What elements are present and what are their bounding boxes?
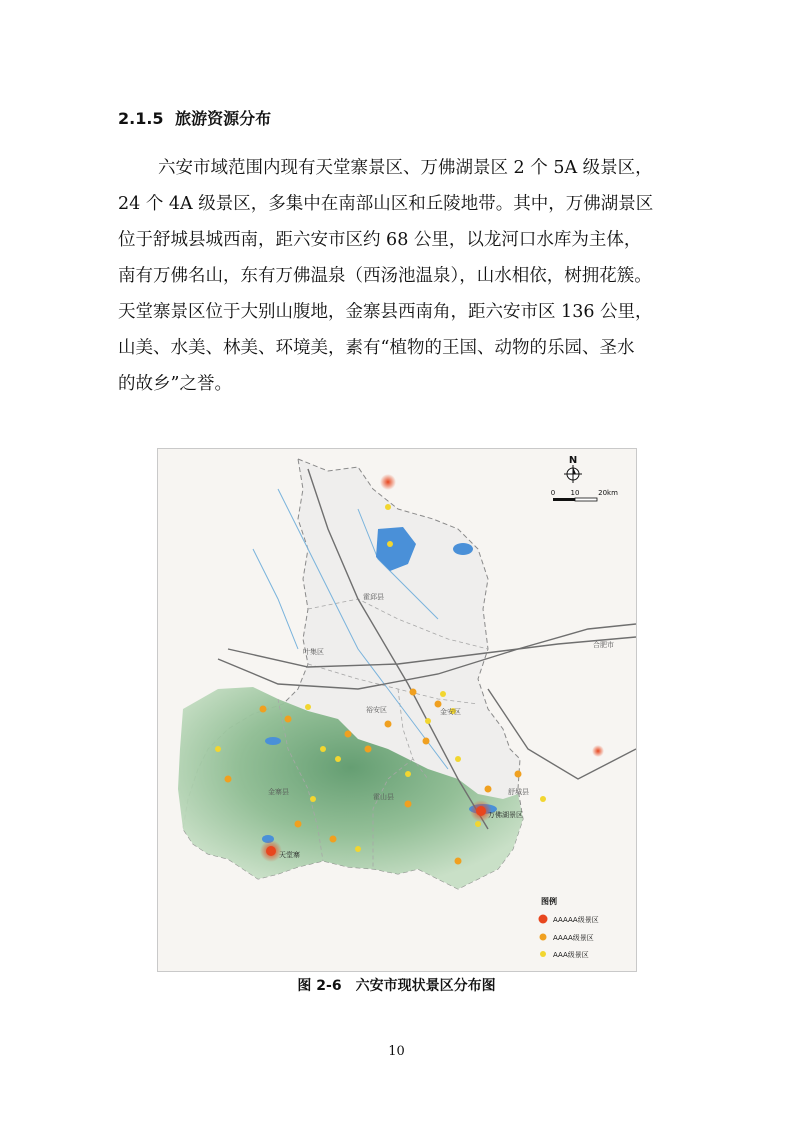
figure-caption: 图 2-6 六安市现状景区分布图 <box>297 978 496 994</box>
section-title: 旅游资源分布 <box>175 109 272 128</box>
paragraph-line-5: 天堂寨景区位于大别山腹地，金寨县西南角，距六安市区 136 公里， <box>118 302 653 322</box>
tiantangzhai-label: 天堂寨 <box>279 851 300 859</box>
page-number: 10 <box>388 1044 405 1059</box>
paragraph-line-1: 六安市域范围内现有天堂寨景区、万佛湖景区 2 个 5A 级景区， <box>158 158 653 178</box>
jinan-label: 金安区 <box>440 708 461 716</box>
scale-label-20: 20km <box>598 489 618 497</box>
paragraph-line-2: 24 个 4A 级景区，多集中在南部山区和丘陵地带。其中，万佛湖景区 <box>118 194 654 214</box>
legend-aaa-label: AAA级景区 <box>553 951 589 959</box>
legend-aaaa-marker <box>540 934 547 941</box>
yeji-label: 叶集区 <box>303 648 324 656</box>
paragraph-line-6: 山美、水美、林美、环境美，素有“植物的王国、动物的乐园、圣水 <box>118 338 635 358</box>
scale-bar <box>551 489 618 501</box>
scale-label-10: 10 <box>570 489 580 497</box>
legend-aaaa-label: AAAA级景区 <box>553 934 594 942</box>
legend-aaaaa-label: AAAAA级景区 <box>553 916 599 924</box>
jinzhai-label: 金寨县 <box>268 788 289 796</box>
huoshan-label: 霍山县 <box>373 793 394 801</box>
map-svg <box>158 449 636 971</box>
north-label: N <box>568 455 578 466</box>
wanfohu-label: 万佛湖景区 <box>488 811 523 819</box>
yuan-label: 裕安区 <box>366 706 387 714</box>
map-legend <box>539 896 599 959</box>
paragraph-line-7: 的故乡”之誉。 <box>118 374 232 394</box>
paragraph-line-4: 南有万佛名山，东有万佛温泉（西汤池温泉），山水相依，树拥花簇。 <box>118 266 652 286</box>
scenic-area-map <box>157 448 637 972</box>
legend-aaaaa-marker <box>539 915 548 924</box>
huoqiu-label: 霍邱县 <box>363 593 384 601</box>
legend-aaa-marker <box>540 951 546 957</box>
paragraph-line-3: 位于舒城县城西南，距六安市区约 68 公里，以龙河口水库为主体， <box>118 230 642 250</box>
section-number: 2.1.5 <box>118 109 164 128</box>
hefei-label: 合肥市 <box>593 641 614 649</box>
shucheng-label: 舒城县 <box>508 788 529 796</box>
section-heading <box>118 106 271 129</box>
north-arrow <box>564 455 582 483</box>
scale-label-0: 0 <box>550 489 556 497</box>
legend-title: 图例 <box>541 897 557 906</box>
